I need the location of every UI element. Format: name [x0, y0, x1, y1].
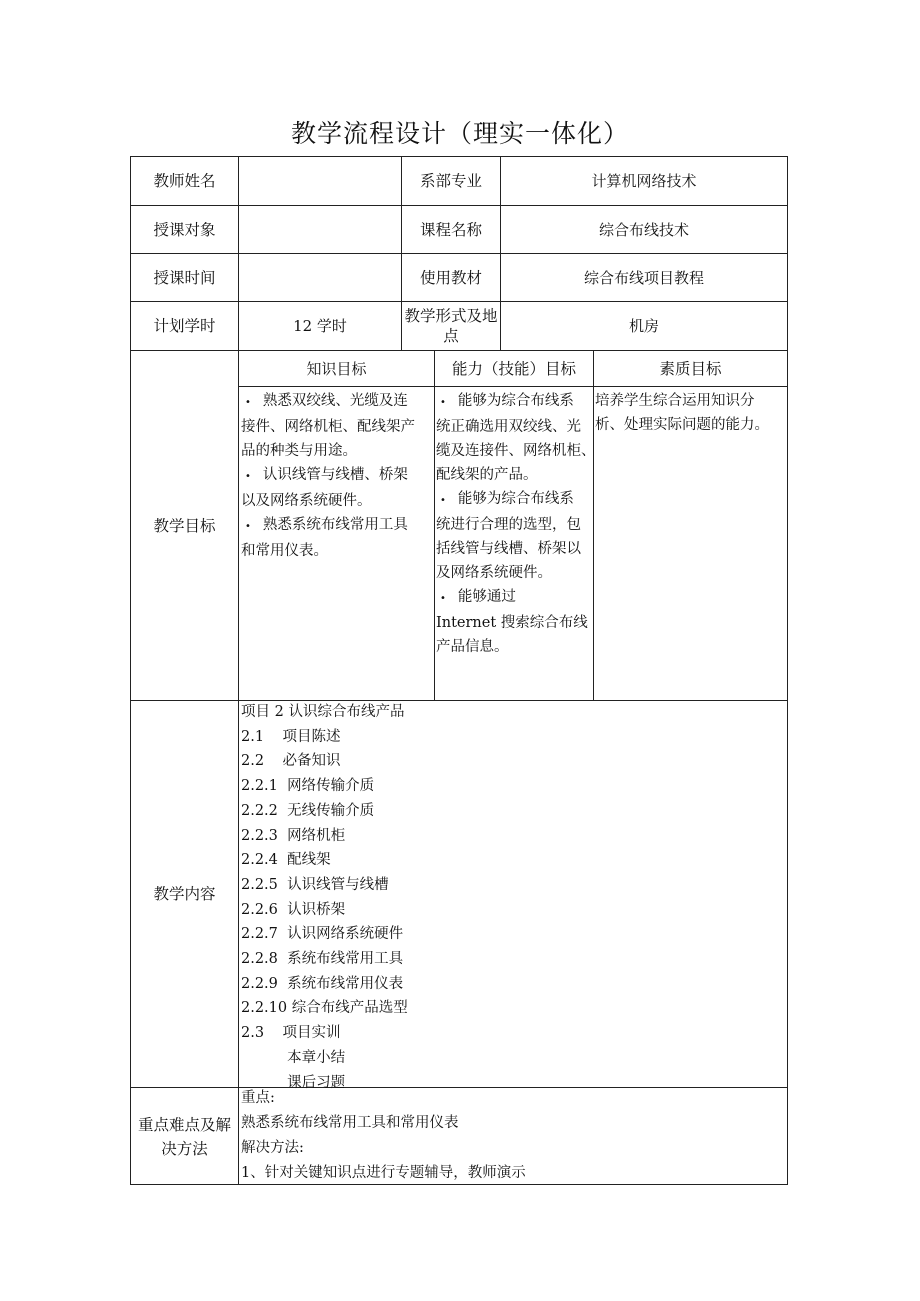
knowledge-goals-list: [241, 389, 431, 563]
knowledge-goal-line-text: 以及网络系统硬件。: [241, 493, 372, 509]
quality-goals-header: 素质目标: [659, 359, 722, 378]
ability-goal-line: [436, 635, 592, 659]
content-line: 2.2.4 配线架: [241, 852, 331, 869]
bullet-icon: •: [245, 521, 251, 532]
key-points-content: [241, 1086, 781, 1186]
key-point-line: 熟悉系统布线常用工具和常用仪表: [241, 1115, 459, 1131]
knowledge-goal-line-text: 和常用仪表。: [241, 543, 328, 559]
audience-label: 授课对象: [153, 220, 216, 239]
textbook-value: 综合布线项目教程: [583, 268, 704, 287]
knowledge-goal-line: [241, 439, 431, 463]
teaching-content-list: [241, 700, 781, 1095]
ability-goal-line: [436, 585, 592, 611]
knowledge-goal-line-text: 接件、网络机柜、配线架产: [241, 419, 415, 435]
column-divider: [434, 350, 435, 700]
ability-goal-line-text: 能够为综合布线系: [457, 491, 574, 507]
content-line: 2.2.8 系统布线常用工具: [241, 951, 404, 968]
ability-goal-line-text: 能够通过: [457, 589, 516, 605]
ability-goal-line: [436, 537, 592, 561]
ability-goal-line-text: 统正确选用双绞线、光: [436, 419, 581, 435]
row-divider: [238, 386, 788, 387]
knowledge-goal-line-text: 熟悉系统布线常用工具: [262, 517, 408, 533]
content-line: 课后习题: [241, 1074, 346, 1091]
knowledge-goal-line-text: 认识线管与线槽、桥架: [262, 467, 408, 483]
ability-goal-line-text: 及网络系统硬件。: [436, 565, 552, 581]
content-line: 2.2 必备知识: [241, 753, 341, 770]
ability-goals-header: 能力（技能）目标: [451, 359, 576, 378]
teaching-form-label-line2: 点: [443, 327, 459, 345]
bullet-icon: •: [245, 471, 251, 482]
content-line: 2.2.9 系统布线常用仪表: [241, 975, 404, 992]
knowledge-goal-line: [241, 463, 431, 489]
textbook-label: 使用教材: [419, 268, 482, 287]
ability-goal-line: [436, 439, 596, 463]
content-line: 2.3 项目实训: [241, 1025, 341, 1042]
content-line: 本章小结: [241, 1049, 346, 1066]
quality-goals-list: [595, 389, 787, 437]
teaching-content-label: 教学内容: [153, 885, 216, 903]
teacher-name-label: 教师姓名: [153, 172, 216, 190]
content-line: 2.2.10 综合布线产品选型: [241, 1000, 408, 1017]
key-points-label-line2: 决方法: [161, 1139, 208, 1158]
teacher-name-value: [239, 157, 401, 205]
knowledge-goal-line: [241, 489, 431, 513]
course-name-value: 综合布线技术: [598, 220, 689, 239]
teaching-form-label-line1: 教学形式及地: [404, 307, 498, 325]
knowledge-goal-line: [241, 389, 431, 415]
key-point-line: 重点:: [241, 1090, 275, 1106]
content-line: 2.2.5 认识线管与线槽: [241, 876, 389, 893]
ability-goal-line: [436, 463, 592, 487]
ability-goal-line-text: 产品信息。: [436, 639, 509, 655]
teaching-goals-label: 教学目标: [153, 516, 216, 535]
audience-value: [239, 206, 401, 253]
knowledge-goal-line-text: 熟悉双绞线、光缆及连: [262, 393, 408, 409]
ability-goal-line: [436, 513, 592, 537]
ability-goal-line: [436, 389, 592, 415]
key-points-label: [131, 1088, 238, 1185]
content-line: 2.1 项目陈述: [241, 728, 341, 745]
course-name-label: 课程名称: [419, 220, 482, 239]
ability-goals-list: [436, 389, 596, 659]
ability-goal-line-text: 统进行合理的选型，包: [436, 517, 581, 533]
knowledge-goals-header: 知识目标: [306, 359, 367, 378]
ability-goal-line: [436, 611, 592, 635]
class-time-value: [239, 254, 401, 301]
ability-goal-line: [436, 561, 592, 585]
planned-hours-value: 12 学时: [293, 317, 347, 335]
column-divider: [593, 350, 594, 700]
ability-goal-line-text: 缆及连接件、网络机柜、: [436, 443, 596, 459]
key-points-label-line1: 重点难点及解: [137, 1115, 231, 1134]
content-line: 2.2.3 网络机柜: [241, 827, 346, 844]
department-value: 计算机网络技术: [591, 172, 697, 190]
content-line: 2.2.1 网络传输介质: [241, 778, 375, 795]
teaching-form-value: 机房: [628, 317, 659, 335]
class-time-label: 授课时间: [153, 268, 216, 287]
bullet-icon: •: [440, 495, 446, 506]
department-label: 系部专业: [419, 172, 482, 190]
bullet-icon: •: [245, 397, 251, 408]
teaching-form-label: [402, 302, 500, 350]
knowledge-goal-line: [241, 415, 431, 439]
bullet-icon: •: [440, 593, 446, 604]
ability-goal-line-text: 能够为综合布线系: [457, 393, 574, 409]
ability-goal-line: [436, 487, 592, 513]
page-title: 教学流程设计（理实一体化）: [290, 119, 629, 148]
bullet-icon: •: [440, 397, 446, 408]
knowledge-goal-line-text: 品的种类与用途。: [241, 443, 357, 459]
knowledge-goal-line: [241, 539, 431, 563]
ability-goal-line-text: 括线管与线槽、桥架以: [436, 541, 581, 557]
ability-goal-line: [436, 415, 592, 439]
key-point-line: 解决方法:: [241, 1140, 304, 1156]
key-point-line: 1、针对关键知识点进行专题辅导，教师演示: [241, 1165, 526, 1181]
planned-hours-label: 计划学时: [153, 317, 216, 335]
quality-goal-line: 析、处理实际问题的能力。: [595, 417, 769, 433]
content-line: 2.2.2 无线传输介质: [241, 802, 375, 819]
ability-goal-line-text: 配线架的产品。: [436, 467, 538, 483]
quality-goal-line: 培养学生综合运用知识分: [595, 393, 755, 409]
content-line: 2.2.6 认识桥架: [241, 901, 346, 918]
content-line: 2.2.7 认识网络系统硬件: [241, 926, 404, 943]
content-line: 项目 2 认识综合布线产品: [241, 704, 405, 720]
ability-goal-line-text: Internet 搜索综合布线: [436, 615, 588, 631]
knowledge-goal-line: [241, 513, 431, 539]
